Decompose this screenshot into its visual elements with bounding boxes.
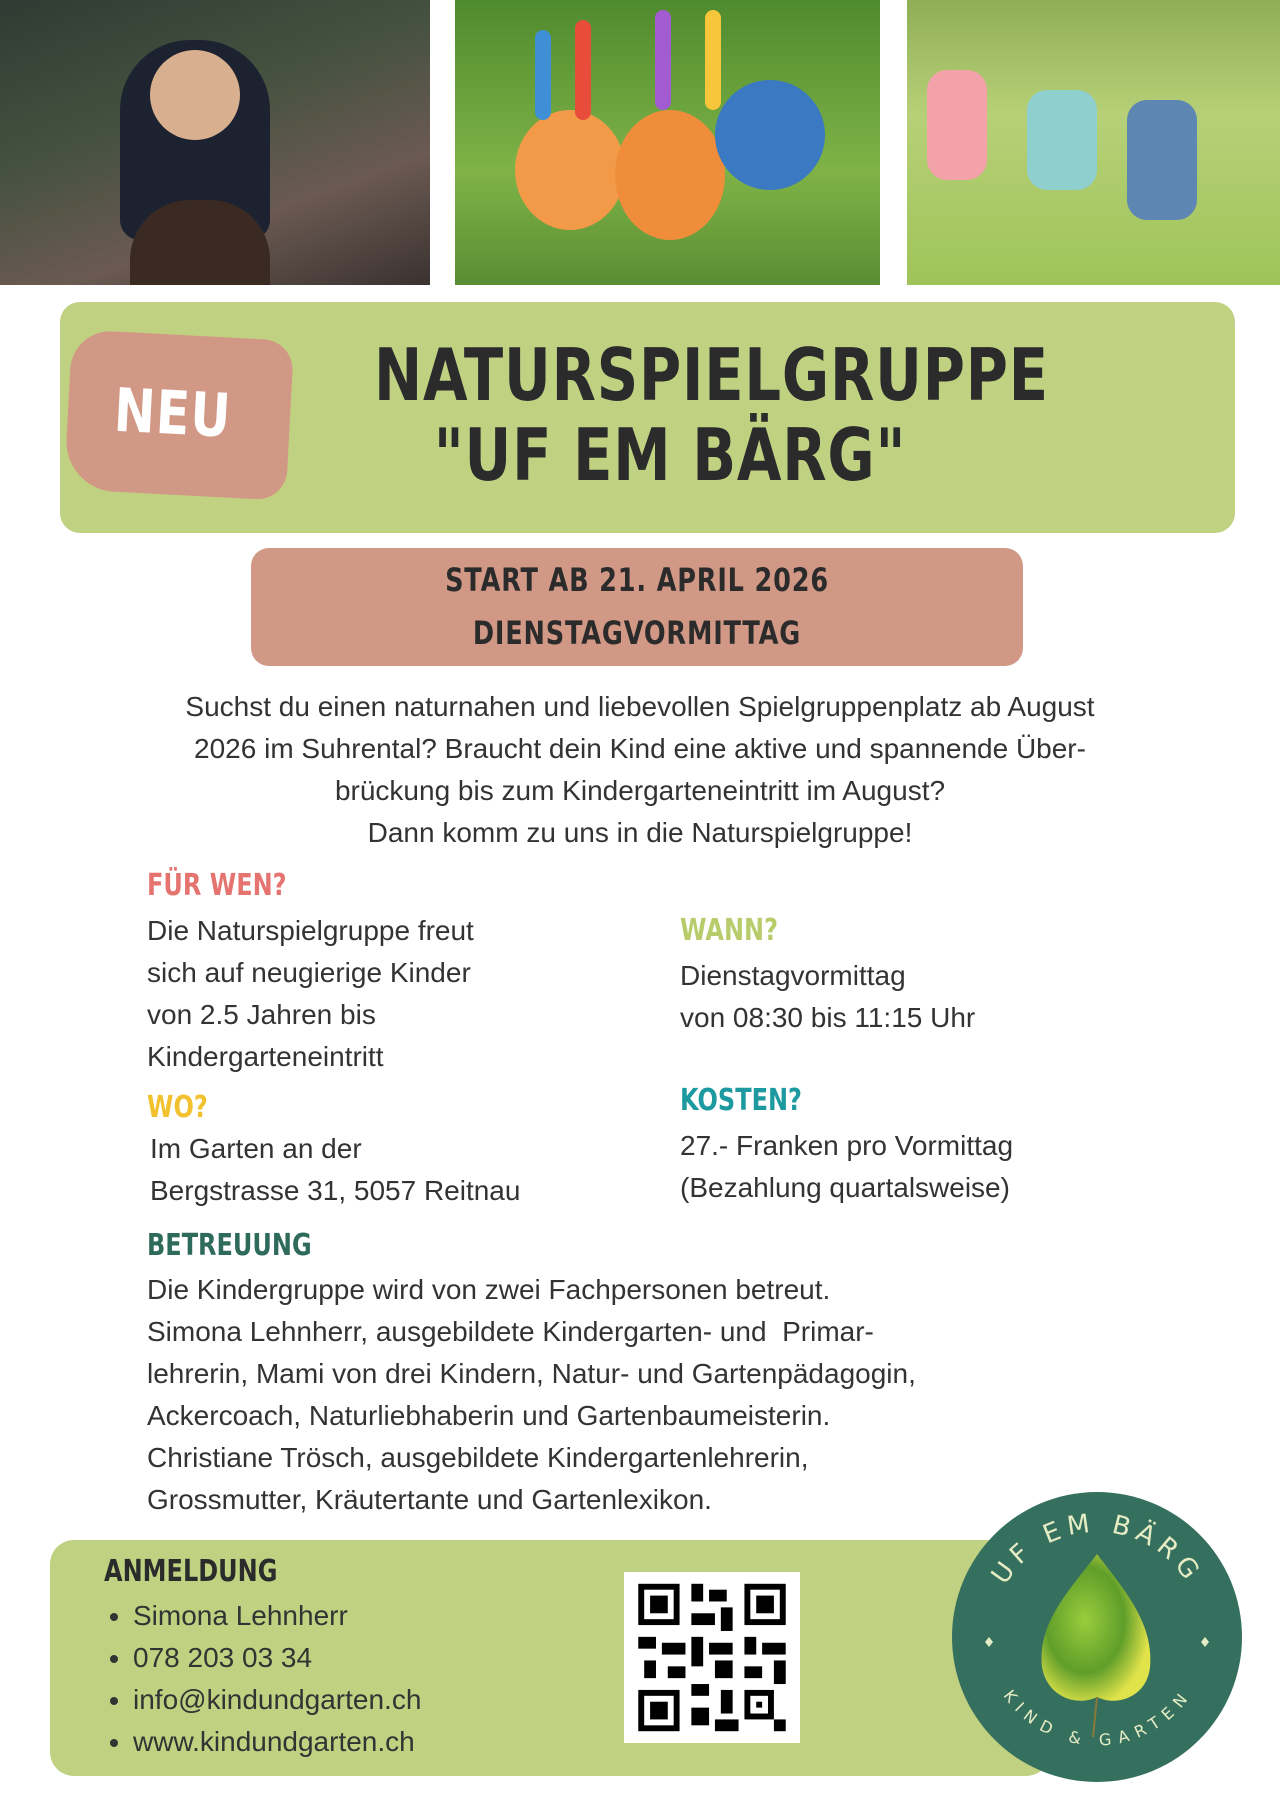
qr-code[interactable] <box>624 1572 800 1743</box>
anmeldung-heading: ANMELDUNG <box>104 1554 278 1589</box>
fuer-wen-line: Die Naturspielgruppe freut <box>147 915 474 946</box>
new-badge <box>64 329 294 500</box>
photo-children-running <box>907 0 1280 285</box>
wann-line: Dienstagvormittag <box>680 960 906 991</box>
title-line-1: NATURSPIELGRUPPE <box>374 333 1049 417</box>
photo-child-binoculars <box>0 0 430 285</box>
section-wo <box>147 1088 647 1212</box>
contact-phone[interactable]: • 078 203 03 34 <box>133 1637 421 1679</box>
kosten-heading: KOSTEN? <box>680 1083 802 1118</box>
kosten-line: (Bezahlung quartalsweise) <box>680 1172 1010 1203</box>
betreuung-line: Christiane Trösch, ausgebildete Kindergartenlehrerin, <box>147 1442 809 1473</box>
contact-email[interactable]: • info@kindundgarten.ch <box>133 1679 421 1721</box>
fuer-wen-line: von 2.5 Jahren bis <box>147 999 376 1030</box>
photo-painted-hands <box>455 0 880 285</box>
contact-list <box>100 1595 421 1763</box>
betreuung-heading: BETREUUNG <box>147 1228 312 1263</box>
new-badge-label: NEU <box>112 375 234 452</box>
kosten-line: 27.- Franken pro Vormittag <box>680 1130 1014 1161</box>
intro-line: Dann komm zu uns in die Naturspielgruppe! <box>367 817 913 848</box>
start-date-box <box>251 548 1023 666</box>
start-day: DIENSTAGVORMITTAG <box>472 614 802 652</box>
betreuung-line: lehrerin, Mami von drei Kindern, Natur- und Gartenpädagogin, <box>147 1358 916 1389</box>
betreuung-line: Ackercoach, Naturliebhaberin und Gartenbaumeisterin. <box>147 1400 831 1431</box>
fuer-wen-line: sich auf neugierige Kinder <box>147 957 471 988</box>
logo-top-text: UF EM BÄRG <box>985 1508 1209 1590</box>
section-fuer-wen <box>147 866 647 1078</box>
wo-line: Im Garten an der <box>150 1133 362 1164</box>
section-kosten <box>680 1081 1200 1209</box>
wo-line: Bergstrasse 31, 5057 Reitnau <box>150 1175 521 1206</box>
intro-line: brückung bis zum Kindergarteneintritt im August? <box>334 775 946 806</box>
wann-line: von 08:30 bis 11:15 Uhr <box>680 1002 976 1033</box>
leaf-icon <box>1042 1554 1151 1701</box>
betreuung-line: Die Kindergruppe wird von zwei Fachpersonen betreut. <box>147 1274 831 1305</box>
page-title <box>300 333 1049 497</box>
logo-svg <box>952 1492 1242 1782</box>
logo-bottom-text: KIND & GARTEN <box>999 1686 1195 1750</box>
section-wann <box>680 911 1200 1039</box>
title-line-2: "UF EM BÄRG" <box>433 413 907 497</box>
fuer-wen-heading: FÜR WEN? <box>147 868 287 903</box>
qr-code-icon <box>624 1572 800 1743</box>
contact-website[interactable]: • www.kindundgarten.ch <box>133 1721 421 1763</box>
wann-heading: WANN? <box>680 913 779 948</box>
betreuung-line: Simona Lehnherr, ausgebildete Kindergarten- und Primar- <box>147 1316 874 1347</box>
intro-paragraph <box>60 686 1220 854</box>
contact-name: • Simona Lehnherr <box>133 1595 421 1637</box>
intro-line: 2026 im Suhrental? Braucht dein Kind eine aktive und spannende Über- <box>194 733 1086 764</box>
wo-heading: WO? <box>147 1090 208 1125</box>
start-date: START AB 21. APRIL 2026 <box>445 561 829 599</box>
intro-line: Suchst du einen naturnahen und liebevollen Spielgruppenplatz ab August <box>185 691 1095 722</box>
logo-uf-em-baerg <box>952 1492 1242 1782</box>
betreuung-line: Grossmutter, Kräutertante und Gartenlexikon. <box>147 1484 712 1515</box>
fuer-wen-line: Kindergarteneintritt <box>147 1041 384 1072</box>
